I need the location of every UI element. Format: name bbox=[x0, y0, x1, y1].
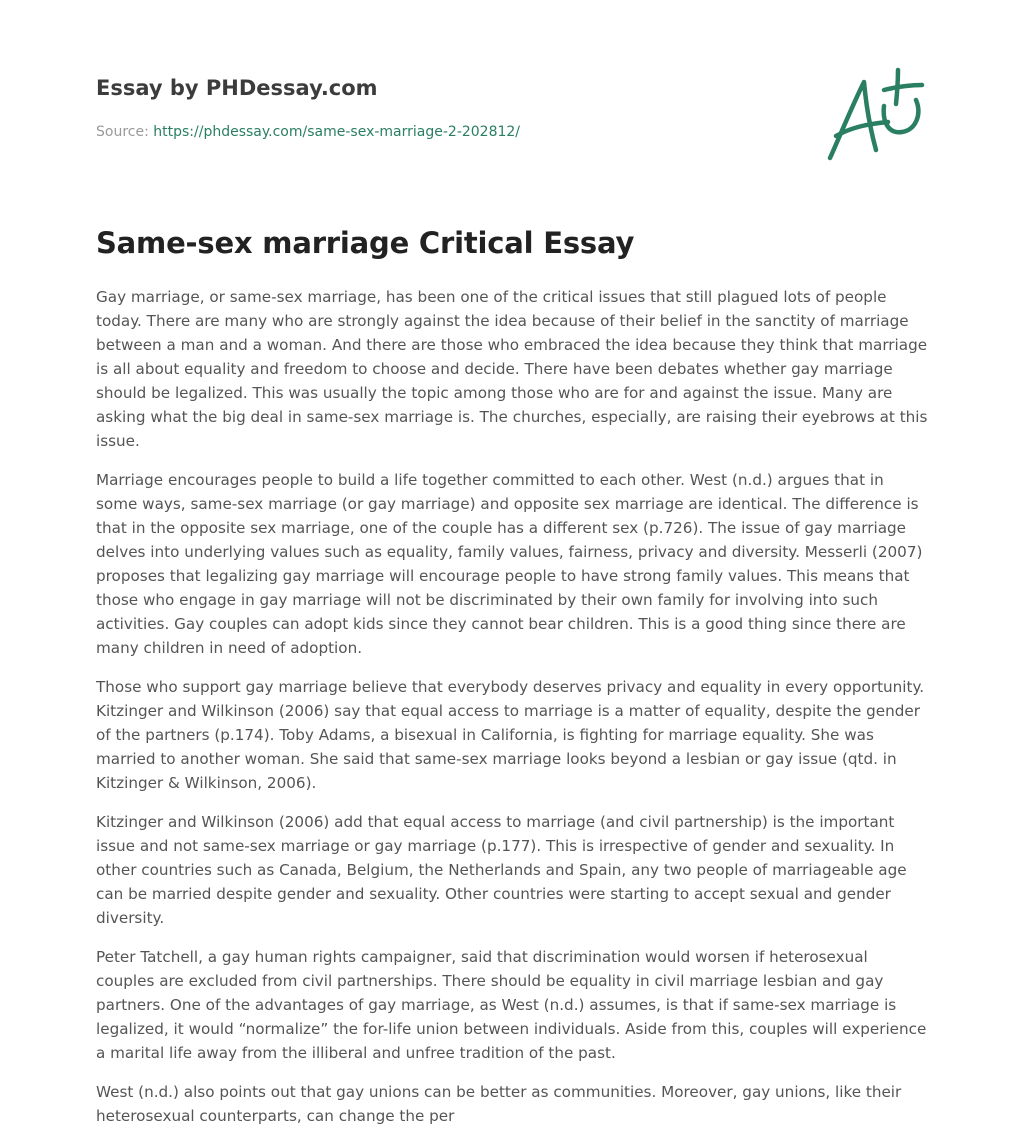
source-label: Source: bbox=[96, 124, 154, 140]
essay-title: Same-sex marriage Critical Essay bbox=[96, 226, 635, 260]
source-link[interactable]: https://phdessay.com/same-sex-marriage-2-202812/ bbox=[153, 124, 521, 140]
essay-paragraph: Peter Tatchell, a gay human rights campaigner, said that discrimination would worsen if heterosexual couples are excluded from civil partnerships. There should be equality in civil marriage lesbian and gay partners. One of the advantages of gay marriage, as West (n.d.) assumes, is that if same-sex marriage is legalized, it would “normalize” the for-life union between individuals. Aside from this, couples will experience a marital life away from the illiberal and unfree tradition of the past. bbox=[96, 948, 927, 1062]
essay-paragraph: Those who support gay marriage believe that everybody deserves privacy and equality in every opportunity. Kitzinger and Wilkinson (2006) say that equal access to marriage is a matter of equality, despite the gender of the partners (p.174). Toby Adams, a bisexual in California, is fighting for marriage equality. She was married to another woman. She said that same-sex marriage looks beyond a lesbian or gay issue (qtd. in Kitzinger & Wilkinson, 2006). bbox=[96, 678, 925, 792]
a-plus-grade-icon bbox=[822, 66, 932, 166]
essay-body bbox=[96, 285, 928, 1143]
site-brand: Essay by PHDessay.com bbox=[96, 76, 378, 100]
essay-paragraph: West (n.d.) also points out that gay unions can be better as communities. Moreover, gay unions, like their heterosexual counterparts, can change the per bbox=[96, 1083, 902, 1125]
essay-paragraph: Gay marriage, or same-sex marriage, has been one of the critical issues that still plagued lots of people today. There are many who are strongly against the idea because of their belief in the sanctity of marriage between a man and a woman. And there are those who embraced the idea because they think that marriage is all about equality and freedom to choose and decide. There have been debates whether gay marriage should be legalized. This was usually the topic among those who are for and against the issue. Many are asking what the big deal in same-sex marriage is. The churches, especially, are raising their eyebrows at this issue. bbox=[96, 288, 928, 450]
essay-paragraph: Marriage encourages people to build a life together committed to each other. West (n.d.) argues that in some ways, same-sex marriage (or gay marriage) and opposite sex marriage are identical. The difference is that in the opposite sex marriage, one of the couple has a different sex (p.726). The issue of gay marriage delves into underlying values such as equality, family values, fairness, privacy and diversity. Messerli (2007) proposes that legalizing gay marriage will encourage people to have strong family values. This means that those who engage in gay marriage will not be discriminated by their own family for involving into such activities. Gay couples can adopt kids since they cannot bear children. This is a good thing since there are many children in need of adoption. bbox=[96, 471, 923, 657]
essay-paragraph: Kitzinger and Wilkinson (2006) add that equal access to marriage (and civil partnership) is the important issue and not same-sex marriage or gay marriage (p.177). This is irrespective of gender and sexuality. In other countries such as Canada, Belgium, the Netherlands and Spain, any two people of marriageable age can be married despite gender and sexuality. Other countries were starting to accept sexual and gender diversity. bbox=[96, 813, 907, 927]
source-line bbox=[96, 124, 520, 140]
